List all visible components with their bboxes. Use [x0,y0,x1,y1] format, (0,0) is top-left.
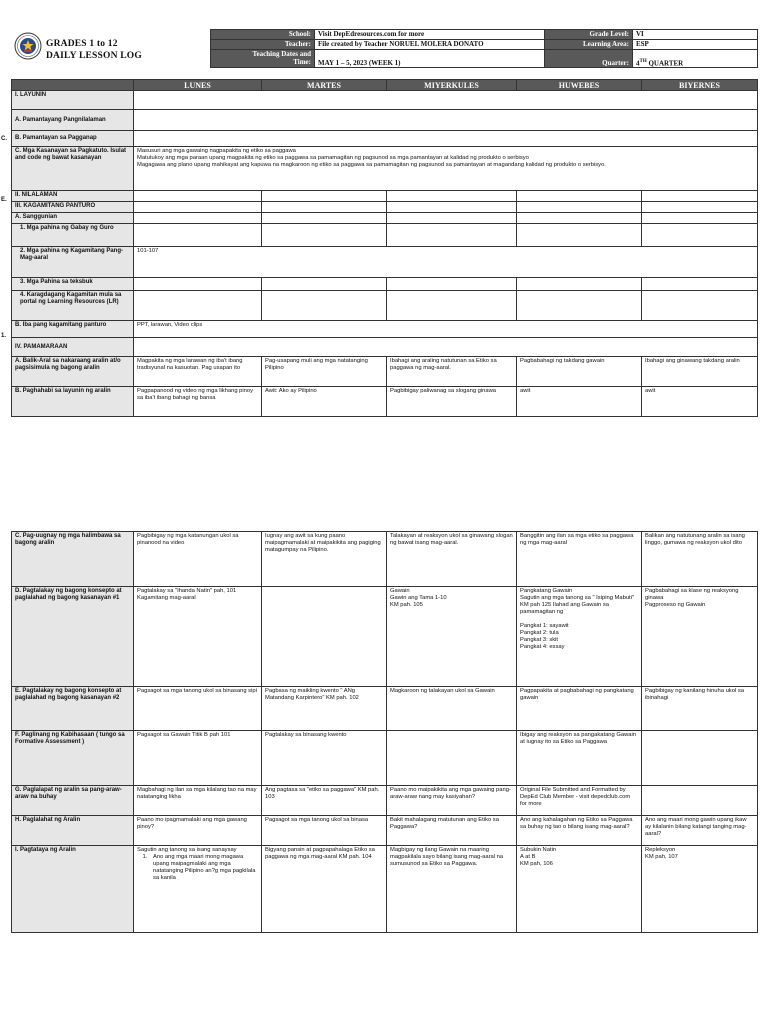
teaching-dates-label [211,50,315,68]
day-header-biyernes: BIYERNES [642,80,758,91]
cell [642,291,758,321]
cell [262,191,387,202]
quarter-suffix: QUARTER [646,59,684,67]
pagtalakay-1-huwebes: Pangkatang Gawain Sagutin ang mga tanong sa " Isiping Mabuti" KM pah 125 Ilahad ang Gawain sa pamamagitan ng Pangkat 1: sayawit Pangkat 2: tula Pangkat 3: skit Pangkat 4: essay [517,587,642,687]
cell [262,291,387,321]
row-label-pamantayan-sa-pagganap: B. Pamantayan sa Pagganap [12,131,134,147]
paglalapat-huwebes: Original File Submitted and Formatted by DepEd Club Member - visit depedclub.com for more [517,786,642,816]
cell [134,191,262,202]
grade-level-value: VI [633,30,758,40]
paglalapat-lunes: Magbahagi ng ilan sa mga kilalang tao na may natatanging likha [134,786,262,816]
paglalahat-biyernes: Ano ang maari mong gawin upang ikaw ay kilalanin bilang katangi tanging mag-aaral? [642,816,758,846]
title-line-2: DAILY LESSON LOG [46,51,142,61]
paglalapat-miyerkules: Paano mo maipakikita ang mga gawaing pang-araw-araw nang may kasiyahan? [387,786,517,816]
cell [642,191,758,202]
row-label-kagamitang-panturo: III. KAGAMITANG PANTURO [12,202,134,213]
school-label: School: [211,30,315,40]
cell [517,278,642,291]
lesson-log-title [46,38,142,62]
paglalahat-lunes: Paano mo ipagmamalaki ang mga gawang pinoy? [134,816,262,846]
row-label-pamamaraan: IV. PAMAMARAAN [12,338,134,357]
cell [642,202,758,213]
row-label-paghahabi: B. Paghahabi sa layunin ng aralin [12,387,134,417]
cell [387,213,517,224]
kasanayan-line-1: Masusuri ang mga gawaing nagpapakita ng etiko sa paggawa [137,148,296,154]
cell [387,291,517,321]
kasanayan-line-2: Matutukoy ang mga paraan upang magpakita ng etiko sa paggawa sa pamamagitan ng pagsunod sa mga pamantayan at kalidad ng produkto o serbisyo [137,155,529,161]
title-line-1: GRADES 1 to 12 [46,39,118,49]
cell [262,202,387,213]
paglinang-martes: Pagtalakay sa binasang kwento [262,731,387,786]
header-info-table [210,29,758,68]
school-value: Visit DepEdresources.com for more [315,30,545,40]
lesson-plan-table-page-2 [11,531,758,933]
teaching-dates-label-line2: Time: [293,58,311,66]
pagtataya-lunes-intro: Sagutin ang tanong sa isang sanaysay [137,847,237,853]
learning-area-label: Learning Area: [545,40,633,50]
day-header-martes: MARTES [262,80,387,91]
row-label-teksbuk: 3. Mga Pahina sa teksbuk [12,278,134,291]
row-label-sanggunian: A. Sanggunian [12,213,134,224]
cell [134,224,262,247]
paghahabi-martes: Awit: Ako ay Pilipino [262,387,387,417]
cell [517,213,642,224]
paglalapat-biyernes [642,786,758,816]
grade-level-label: Grade Level: [545,30,633,40]
deped-seal-logo [14,32,42,60]
row-label-pagtalakay-1: D. Pagtalakay ng bagong konsepto at paglalahad ng bagong kasanayan #1 [12,587,134,687]
paghahabi-huwebes: awit [517,387,642,417]
paglinang-huwebes: Ibigay ang reaksyon sa pangakatang Gawain at iugnay ito sa Etiko sa Paggawa [517,731,642,786]
quarter-number: 4 [636,59,640,67]
row-label-paglinang: F. Paglinang ng Kabihasaan ( tungo sa Formative Assessment ) [12,731,134,786]
row-label-pagtataya: I. Pagtataya ng Aralin [12,846,134,933]
kagamitang-pages-cell: 101-107 [134,247,758,278]
pagtalakay-1-biyernes: Pagbabahagi sa klase ng reaksyong ginawa Pagproseso ng Gawain [642,587,758,687]
pagtataya-lunes-list [137,854,258,882]
paglalahat-huwebes: Ano ang kahalagahan ng Etiko sa Paggawa sa buhay ng tao o bilang isang mag-aaral? [517,816,642,846]
quarter-value [633,50,758,68]
teaching-dates-label-line1: Teaching Dates and [252,50,311,58]
row-label-kagamitang-pang-mag-aaral: 2. Mga pahina ng Kagamitang Pang-Mag-aaral [12,247,134,278]
cell [262,278,387,291]
paglinang-miyerkules [387,731,517,786]
cell [134,278,262,291]
cell [642,213,758,224]
cell [262,224,387,247]
margin-char: 1. [1,333,7,339]
pagtalakay-2-biyernes: Pagbibigay ng kanilang hinuha ukol sa ibinahagi [642,687,758,731]
cell [387,202,517,213]
pagtalakay-1-martes [262,587,387,687]
cell [134,131,758,147]
cell [134,291,262,321]
cell [134,91,758,110]
list-item: 1. Ano ang mga maari mong magawa upang maipagmalaki ang mga natatanging Pilipino an?g mga pagkilala sa kanila [149,854,258,882]
balik-aral-huwebes: Pagbabahagi ng takdang gawain [517,357,642,387]
cell [387,191,517,202]
balik-aral-lunes: Magpakita ng mga larawan ng iba't ibang tradisyunal na kasuotan. Pag usapan ito [134,357,262,387]
cell [517,202,642,213]
pagtalakay-2-lunes: Pagsagot sa mga tanong ukol sa binasang sipi [134,687,262,731]
paglalahat-miyerkules: Bakit mahalagang matutunan ang Etiko sa Paggawa? [387,816,517,846]
pagtataya-huwebes: Subukin Natin A at B KM pah, 106 [517,846,642,933]
paglalahat-martes: Pagsagot sa mga tanong ukol sa binasa [262,816,387,846]
cell [642,278,758,291]
pagtalakay-2-martes: Pagbasa ng maikling kwento " ANg Matandang Karpintero" KM pah. 102 [262,687,387,731]
cell [642,224,758,247]
row-label-iba-pang-kagamitan: B. Iba pang kagamitang panturo [12,321,134,338]
paglinang-lunes: Pagsagot sa Gawain Titik B pah 101 [134,731,262,786]
pag-uugnay-huwebes: Banggitin ang ilan sa mga etiko sa paggawa ng mga mag-aaral [517,532,642,587]
lesson-plan-table-page-1 [11,79,758,417]
row-label-karagdagang-kagamitan: 4. Karagdagang Kagamitan mula sa portal ng Learning Resources (LR) [12,291,134,321]
row-label-paglalapat: G. Paglalapat ng aralin sa pang-araw-araw na buhay [12,786,134,816]
balik-aral-miyerkules: Ibahagi ang araling natutunan sa Etiko sa paggawa ng mag-aaral. [387,357,517,387]
iba-pang-kagamitan-cell: PPT, larawan, Video clips [134,321,758,338]
pagtalakay-2-miyerkules: Magkaroon ng talakayan ukol sa Gawain [387,687,517,731]
paghahabi-biyernes: awit [642,387,758,417]
row-label-gabay-ng-guro: 1. Mga pahina ng Gabay ng Guro [12,224,134,247]
paglinang-biyernes [642,731,758,786]
day-header-miyerkules: MIYERKULES [387,80,517,91]
day-header-lunes: LUNES [134,80,262,91]
paghahabi-lunes: Pagpapanood ng video ng mga likhang pinoy sa iba't ibang bahagi ng bansa [134,387,262,417]
row-label-nilalaman: II. NILALAMAN [12,191,134,202]
teacher-label: Teacher: [211,40,315,50]
quarter-ordinal: TH [639,58,647,64]
cell [517,224,642,247]
row-label-paglalahat: H. Paglalahat ng Aralin [12,816,134,846]
row-label-pamantayang-pangnilalaman: A. Pamantayang Pangnilalaman [12,110,134,131]
cell [387,278,517,291]
pag-uugnay-martes: Iugnay ang awit sa kung paano maipagmamalaki at maipakikita ang pagiging matagumpay na Pilipino. [262,532,387,587]
row-label-pagtalakay-2: E. Pagtalakay ng bagong konsepto at paglalahad ng bagong kasanayan #2 [12,687,134,731]
cell [517,291,642,321]
cell [134,110,758,131]
cell [134,213,262,224]
margin-char: E. [1,197,7,203]
teacher-value: File created by Teacher NORUEL MOLERA DONATO [315,40,545,50]
pagtataya-biyernes: Repleksyon KM pah, 107 [642,846,758,933]
pagtalakay-1-miyerkules: Gawain Gawin ang Tama 1-10 KM pah. 105 [387,587,517,687]
balik-aral-martes: Pag-usapang muli ang mga natatanging Pilipino [262,357,387,387]
pagtataya-miyerkules: Magbigay ng ilang Gawain na maaring magpakilala sayo bilang isang mag-aaral na sumusunod sa Etiko sa Paggawa. [387,846,517,933]
pag-uugnay-miyerkules: Talakayan at reaksyon ukol sa ginawang slogan ng bawat isang mag-aaral. [387,532,517,587]
corner-header [12,80,134,91]
pagtataya-lunes [134,846,262,933]
day-header-huwebes: HUWEBES [517,80,642,91]
cell [262,213,387,224]
cell [134,338,758,357]
pag-uugnay-biyernes: Balikan ang natutunang aralin sa isang linggo, gumawa ng reaksyon ukol dito [642,532,758,587]
pagtalakay-2-huwebes: Pagpapakita at pagbabahagi ng pangkatang gawain [517,687,642,731]
paglalapat-martes: Ang pagtasa sa "etiko sa paggawa" KM pah. 103 [262,786,387,816]
paghahabi-miyerkules: Pagbibigay paliwanag sa slogang ginawa [387,387,517,417]
kasanayan-cell [134,147,758,191]
row-label-layunin: I. LAYUNIN [12,91,134,110]
balik-aral-biyernes: Ibahagi ang ginawang takdang aralin [642,357,758,387]
pagtalakay-1-lunes: Pagtalakay sa "Ihanda Natin" pah, 101 Kagamitang mag-aaral [134,587,262,687]
row-label-kasanayan: C. Mga Kasanayan sa Pagkatuto. Isulat and code ng bawat kasanayan [12,147,134,191]
pag-uugnay-lunes: Pagbibigay ng mga katanungan ukol sa pinanood na video [134,532,262,587]
kasanayan-line-3: Magagawa ang plano upang mahikayat ang kapuwa na magkaroon ng etiko sa paggawa sa pamamagitan ng pagsunod sa pamantayan at magandang kalidad ng produkto o serbisyo. [137,162,606,168]
cell [387,224,517,247]
row-label-pag-uugnay: C. Pag-uugnay ng mga halimbawa sa bagong aralin [12,532,134,587]
cell [517,191,642,202]
learning-area-value: ESP [633,40,758,50]
quarter-label: Quarter: [545,50,633,68]
margin-char: C. [1,136,7,142]
row-label-balik-aral: A. Balik-Aral sa nakaraang aralin at/o pagsisimula ng bagong aralin [12,357,134,387]
teaching-dates-value: MAY 1 – 5, 2023 (WEEK 1) [315,50,545,68]
cell [134,202,262,213]
pagtataya-martes: Bigyang pansin at pagpapahalaga Etiko sa paggawa ng mga mag-aaral KM pah. 104 [262,846,387,933]
